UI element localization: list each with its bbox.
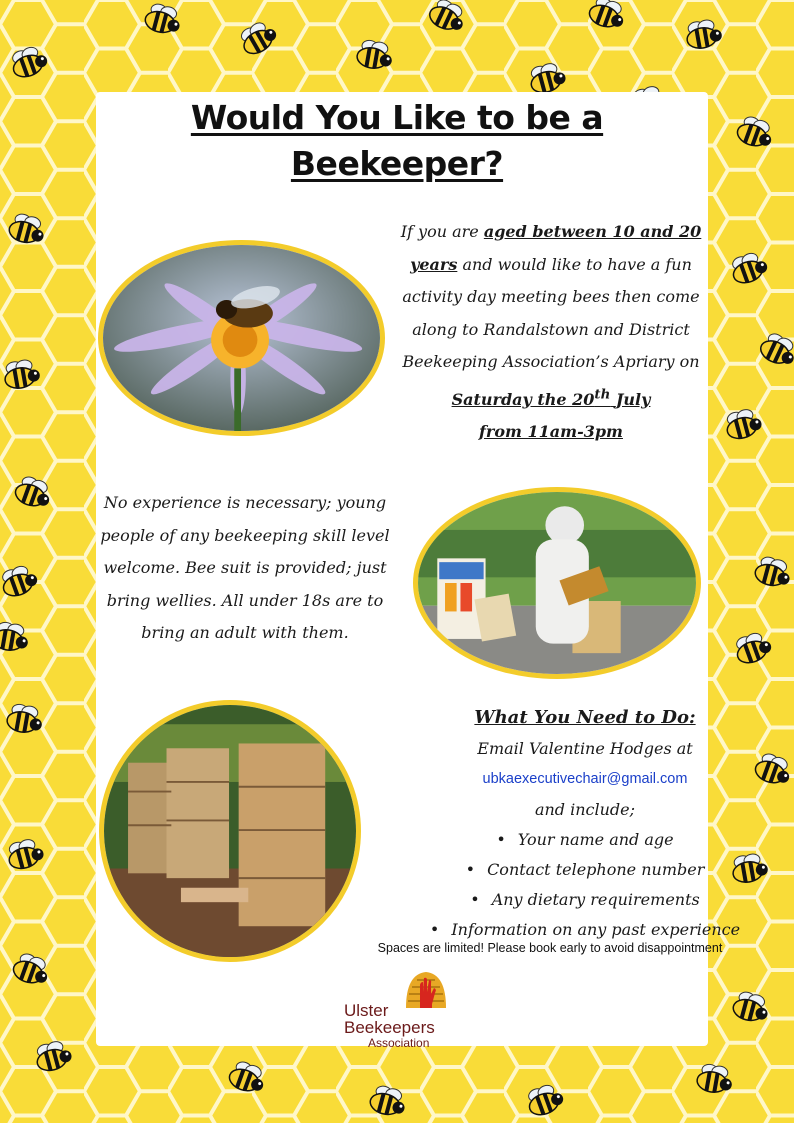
- bullet-icon: •: [465, 860, 476, 879]
- requirements-list: [390, 825, 780, 945]
- booking-note: Spaces are limited! Please book early to avoid disappointment: [377, 941, 723, 955]
- hives-in-garden-photo: [99, 700, 361, 962]
- intro-body: and would like to have a fun activity day meeting bees then come along to Randalstown and District Beekeeping Association’s Apriary on: [402, 254, 700, 371]
- email-instruction: Email Valentine Hodges at: [477, 739, 693, 758]
- event-date: [451, 386, 651, 409]
- event-time: from 11am-3pm: [479, 422, 623, 442]
- list-item-label: Any dietary requirements: [491, 890, 700, 909]
- bullet-icon: •: [470, 890, 480, 909]
- list-item-label: Your name and age: [517, 830, 674, 849]
- include-line: and include;: [534, 800, 636, 819]
- what-to-do-section: [390, 703, 780, 945]
- experience-paragraph: No experience is necessary; young people of any beekeeping skill level welcome. Bee suit is provided; just bring wellies. All under 18s are to bring an adult with them.: [100, 493, 390, 642]
- logo-text-line-1: Ulster: [344, 1001, 389, 1020]
- list-item: [390, 855, 780, 885]
- headline-line-1: Would You Like to be a: [190, 98, 604, 137]
- event-date-suffix-sup: th: [594, 386, 611, 403]
- logo-text-line-3: Association: [368, 1036, 430, 1050]
- skep-hand-icon: [396, 968, 456, 1010]
- list-item: [390, 825, 780, 855]
- age-range: aged between 10 and 20 years: [410, 222, 702, 274]
- bee-on-flower-photo: [98, 240, 385, 436]
- bullet-icon: •: [429, 920, 440, 939]
- ulster-beekeepers-logo: [338, 968, 478, 1058]
- beekeeper-at-hives-photo: [413, 487, 701, 679]
- bullet-icon: •: [496, 830, 506, 849]
- logo-text-line-2: Beekeepers: [344, 1018, 435, 1037]
- event-date-prefix: Saturday the 20: [451, 389, 595, 409]
- contact-email-link[interactable]: ubkaexecutivechair@gmail.com: [482, 771, 688, 787]
- what-to-do-heading: What You Need to Do:: [474, 707, 696, 728]
- list-item: [390, 885, 780, 915]
- event-date-month: July: [615, 389, 651, 409]
- list-item-label: Information on any past experience: [451, 920, 741, 939]
- headline-line-2: Beekeeper?: [290, 144, 504, 183]
- intro-paragraph: [400, 216, 702, 449]
- intro-lead: If you are: [400, 222, 479, 241]
- list-item-label: Contact telephone number: [487, 860, 705, 879]
